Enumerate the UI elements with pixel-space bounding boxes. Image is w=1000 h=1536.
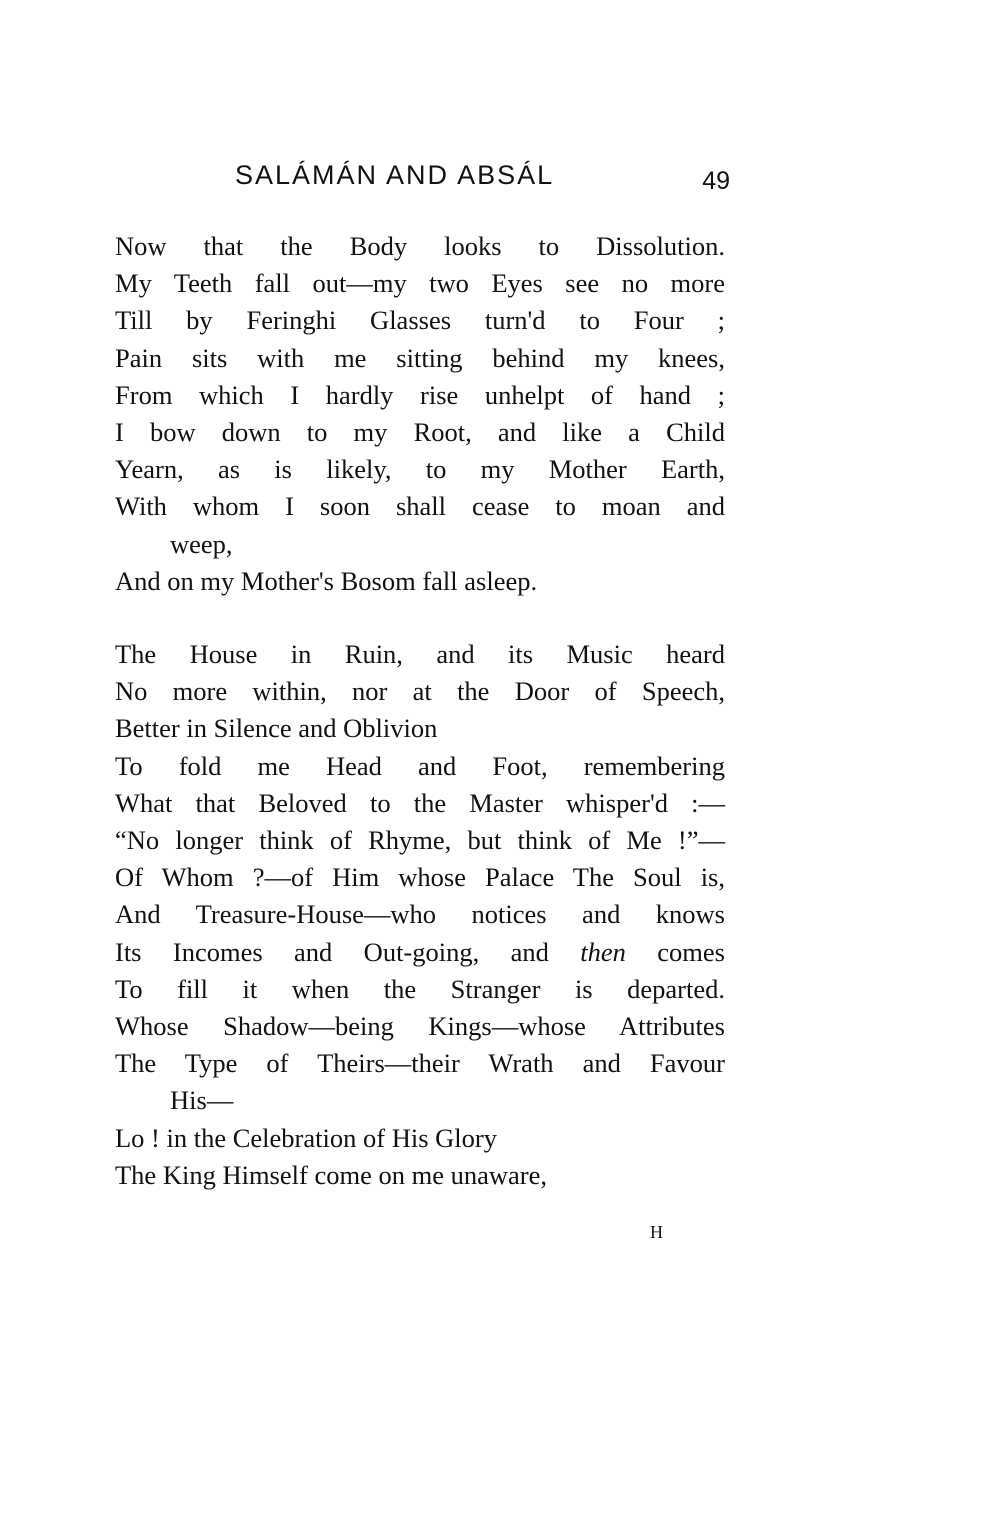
verse-line: “No longer think of Rhyme, but think of Me !”— [115, 825, 725, 856]
verse-line: I bow down to my Root, and like a Child [115, 417, 725, 448]
verse-line: Now that the Body looks to Dissolution. [115, 231, 725, 261]
stanza-1 [115, 228, 730, 600]
signature-mark: H [650, 1222, 664, 1242]
verse-line: From which I hardly rise unhelpt of hand ; [115, 379, 725, 410]
incomes-italic-word: then [580, 936, 626, 967]
verse-line: Till by Feringhi Glasses turn'd to Four ; [115, 305, 725, 336]
verse-line: The King Himself come on me unaware, [115, 1159, 547, 1190]
verse-line: The Type of Theirs—their Wrath and Favour [115, 1048, 725, 1079]
verse-line: And Treasure-House—who notices and knows [115, 899, 725, 930]
verse-line-incomes [115, 934, 725, 971]
verse-line: And on my Mother's Bosom fall asleep. [115, 565, 538, 596]
verse-line: Lo ! in the Celebration of His Glory [115, 1122, 497, 1153]
verse-line: Whose Shadow—being Kings—whose Attributes [115, 1011, 725, 1042]
verse-line: No more within, nor at the Door of Speech, [115, 676, 725, 707]
stanza-2 [115, 636, 730, 1194]
verse-turnover-line: His— [170, 1085, 234, 1116]
incomes-text-before: Its Incomes and Out-going, and [115, 936, 581, 967]
verse-turnover-line: weep, [170, 528, 233, 559]
incomes-text-after: comes [625, 936, 725, 967]
verse-line: Better in Silence and Oblivion [115, 713, 438, 744]
verse-line: Of Whom ?—of Him whose Palace The Soul is, [115, 862, 725, 893]
verse-line: What that Beloved to the Master whisper'd :— [115, 787, 725, 818]
page-number: 49 [702, 167, 730, 195]
verse-line: The House in Ruin, and its Music heard [115, 639, 725, 669]
running-title: SALÁMÁN AND ABSÁL [235, 160, 555, 190]
verse-line: To fold me Head and Foot, remembering [115, 750, 725, 781]
verse-line: My Teeth fall out—my two Eyes see no more [115, 268, 725, 299]
verse-line: Yearn, as is likely, to my Mother Earth, [115, 454, 725, 485]
verse-line: To fill it when the Stranger is departed. [115, 973, 725, 1004]
running-head [115, 160, 730, 200]
verse-line: With whom I soon shall cease to moan and [115, 491, 725, 522]
verse-line: Pain sits with me sitting behind my knees, [115, 342, 725, 373]
